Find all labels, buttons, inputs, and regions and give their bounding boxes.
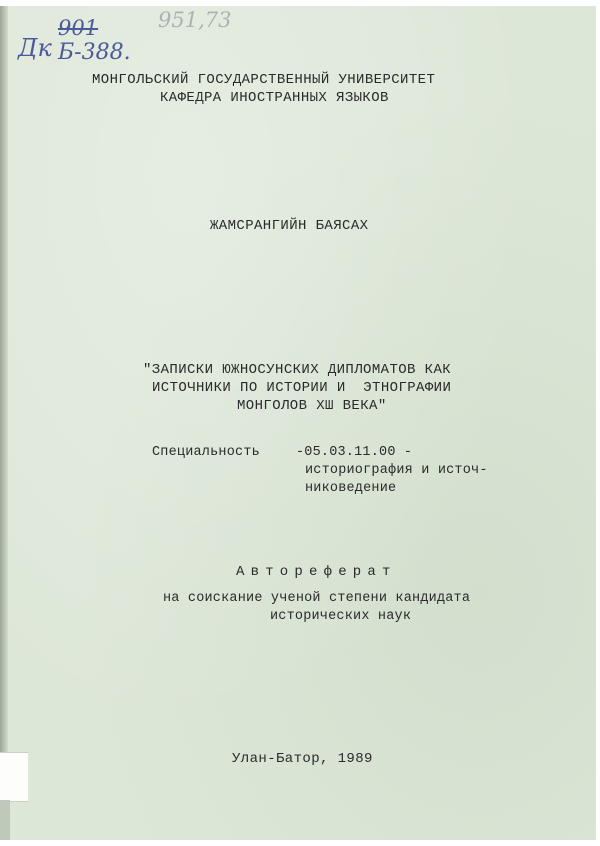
handwritten-shelf-mark xyxy=(18,8,258,74)
specialty-label: Специальность xyxy=(152,445,260,460)
author-name: ЖАМСРАНГИЙН БАЯСАХ xyxy=(210,218,369,234)
abstract-heading: Автореферат xyxy=(236,564,397,580)
place-and-year: Улан-Батор, 1989 xyxy=(232,751,373,767)
faint-pencil-number: 951,73 xyxy=(158,8,232,32)
thesis-title-line-3: МОНГОЛОВ ХШ ВЕКА" xyxy=(237,398,387,414)
specialty-line-3: никоведение xyxy=(305,481,397,496)
shelf-code: Б-388. xyxy=(58,40,131,65)
department-name: КАФЕДРА ИНОСТРАННЫХ ЯЗЫКОВ xyxy=(160,90,389,106)
scanner-edge-strip xyxy=(0,800,10,840)
thesis-title-line-1: "ЗАПИСКИ ЮЖНОСУНСКИХ ДИПЛОМАТОВ КАК xyxy=(143,362,452,378)
shelf-number: 901 xyxy=(58,16,99,40)
shelf-prefix: Дк xyxy=(18,34,52,62)
abstract-line-2: исторических наук xyxy=(270,609,412,624)
abstract-line-1: на соискание ученой степени кандидата xyxy=(163,591,471,606)
specialty-code: -05.03.11.00 - xyxy=(296,445,413,460)
specialty-line-2: историография и источ- xyxy=(305,463,488,478)
university-name: МОНГОЛЬСКИЙ ГОСУДАРСТВЕННЫЙ УНИВЕРСИТЕТ xyxy=(92,72,436,88)
scanner-edge-tab xyxy=(0,752,28,802)
paper-sheet xyxy=(8,6,596,840)
thesis-title-line-2: ИСТОЧНИКИ ПО ИСТОРИИ И ЭТНОГРАФИИ xyxy=(152,380,452,396)
